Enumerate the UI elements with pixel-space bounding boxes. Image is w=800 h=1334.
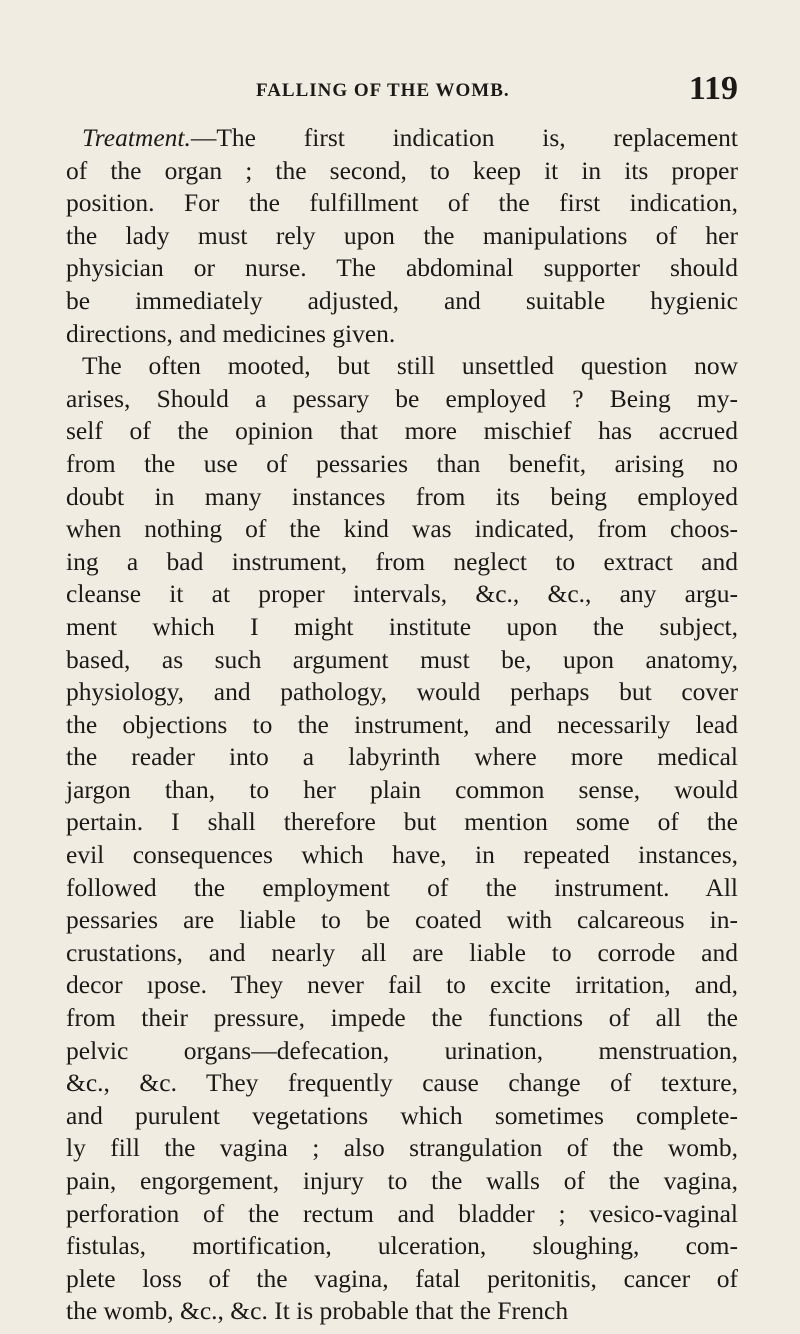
text-line: physiology, and pathology, would perhaps but cover: [66, 677, 738, 707]
text-line: pessaries are liable to be coated with calcareous in-: [66, 905, 738, 935]
text-line: pertain. I shall therefore but mention some of the: [66, 807, 738, 837]
text-line: physician or nurse. The abdominal supporter should: [66, 253, 738, 283]
text-line: &c., &c. They frequently cause change of texture,: [66, 1068, 738, 1098]
text-line: perforation of the rectum and bladder ; vesico-vaginal: [66, 1198, 738, 1228]
running-head: [66, 68, 738, 108]
text-line: the lady must rely upon the manipulations of her: [66, 220, 738, 250]
text-line: decor ıpose. They never fail to excite irritation, and,: [66, 970, 738, 1000]
text-line: directions, and medicines given.: [66, 318, 396, 348]
text-line: position. For the fulfillment of the first indication,: [66, 188, 738, 218]
text-line: and purulent vegetations which sometimes complete-: [66, 1100, 738, 1130]
text-line: followed the employment of the instrument. All: [66, 872, 738, 902]
text-line: ment which I might institute upon the subject,: [66, 611, 738, 641]
text-line: from the use of pessaries than benefit, arising no: [66, 448, 738, 478]
text-line: cleanse it at proper intervals, &c., &c., any argu-: [66, 579, 738, 609]
text-line: based, as such argument must be, upon anatomy,: [66, 644, 738, 674]
text-line: arises, Should a pessary be employed ? Being my-: [66, 383, 738, 413]
text-line: doubt in many instances from its being employed: [66, 481, 738, 511]
text-line: the womb, &c., &c. It is probable that the French: [66, 1296, 569, 1326]
text-line: ly fill the vagina ; also strangulation of the womb,: [66, 1133, 738, 1163]
text-line: self of the opinion that more mischief has accrued: [66, 416, 738, 446]
text-line: fistulas, mortification, ulceration, sloughing, com-: [66, 1231, 738, 1261]
running-title: FALLING OF THE WOMB.: [256, 80, 510, 101]
text-line: plete loss of the vagina, fatal peritonitis, cancer of: [66, 1263, 738, 1293]
text-line: from their pressure, impede the functions of all the: [66, 1003, 738, 1033]
text-line: ing a bad instrument, from neglect to extract and: [66, 546, 738, 576]
text-line: evil consequences which have, in repeated instances,: [66, 840, 738, 870]
text-line: crustations, and nearly all are liable to corrode and: [66, 937, 738, 967]
text-line: the objections to the instrument, and necessarily lead: [66, 709, 738, 739]
text-line: of the organ ; the second, to keep it in its proper: [66, 155, 738, 185]
text-line: jargon than, to her plain common sense, would: [66, 774, 738, 804]
text-line: be immediately adjusted, and suitable hygienic: [66, 285, 738, 315]
treatment-heading: Treatment.: [82, 123, 191, 152]
text-line: [66, 122, 738, 155]
text-line: pelvic organs—defecation, urination, menstruation,: [66, 1035, 738, 1065]
body-text: [66, 122, 738, 1328]
text-line: The often mooted, but still unsettled question now: [82, 351, 738, 381]
text-line: pain, engorgement, injury to the walls of the vagina,: [66, 1166, 738, 1195]
page-number: 119: [688, 70, 738, 107]
text-line: the reader into a labyrinth where more medical: [66, 742, 738, 772]
text-line-rest: —The first indication is, replacement: [190, 123, 738, 152]
text-line: when nothing of the kind was indicated, from choos-: [66, 514, 738, 544]
